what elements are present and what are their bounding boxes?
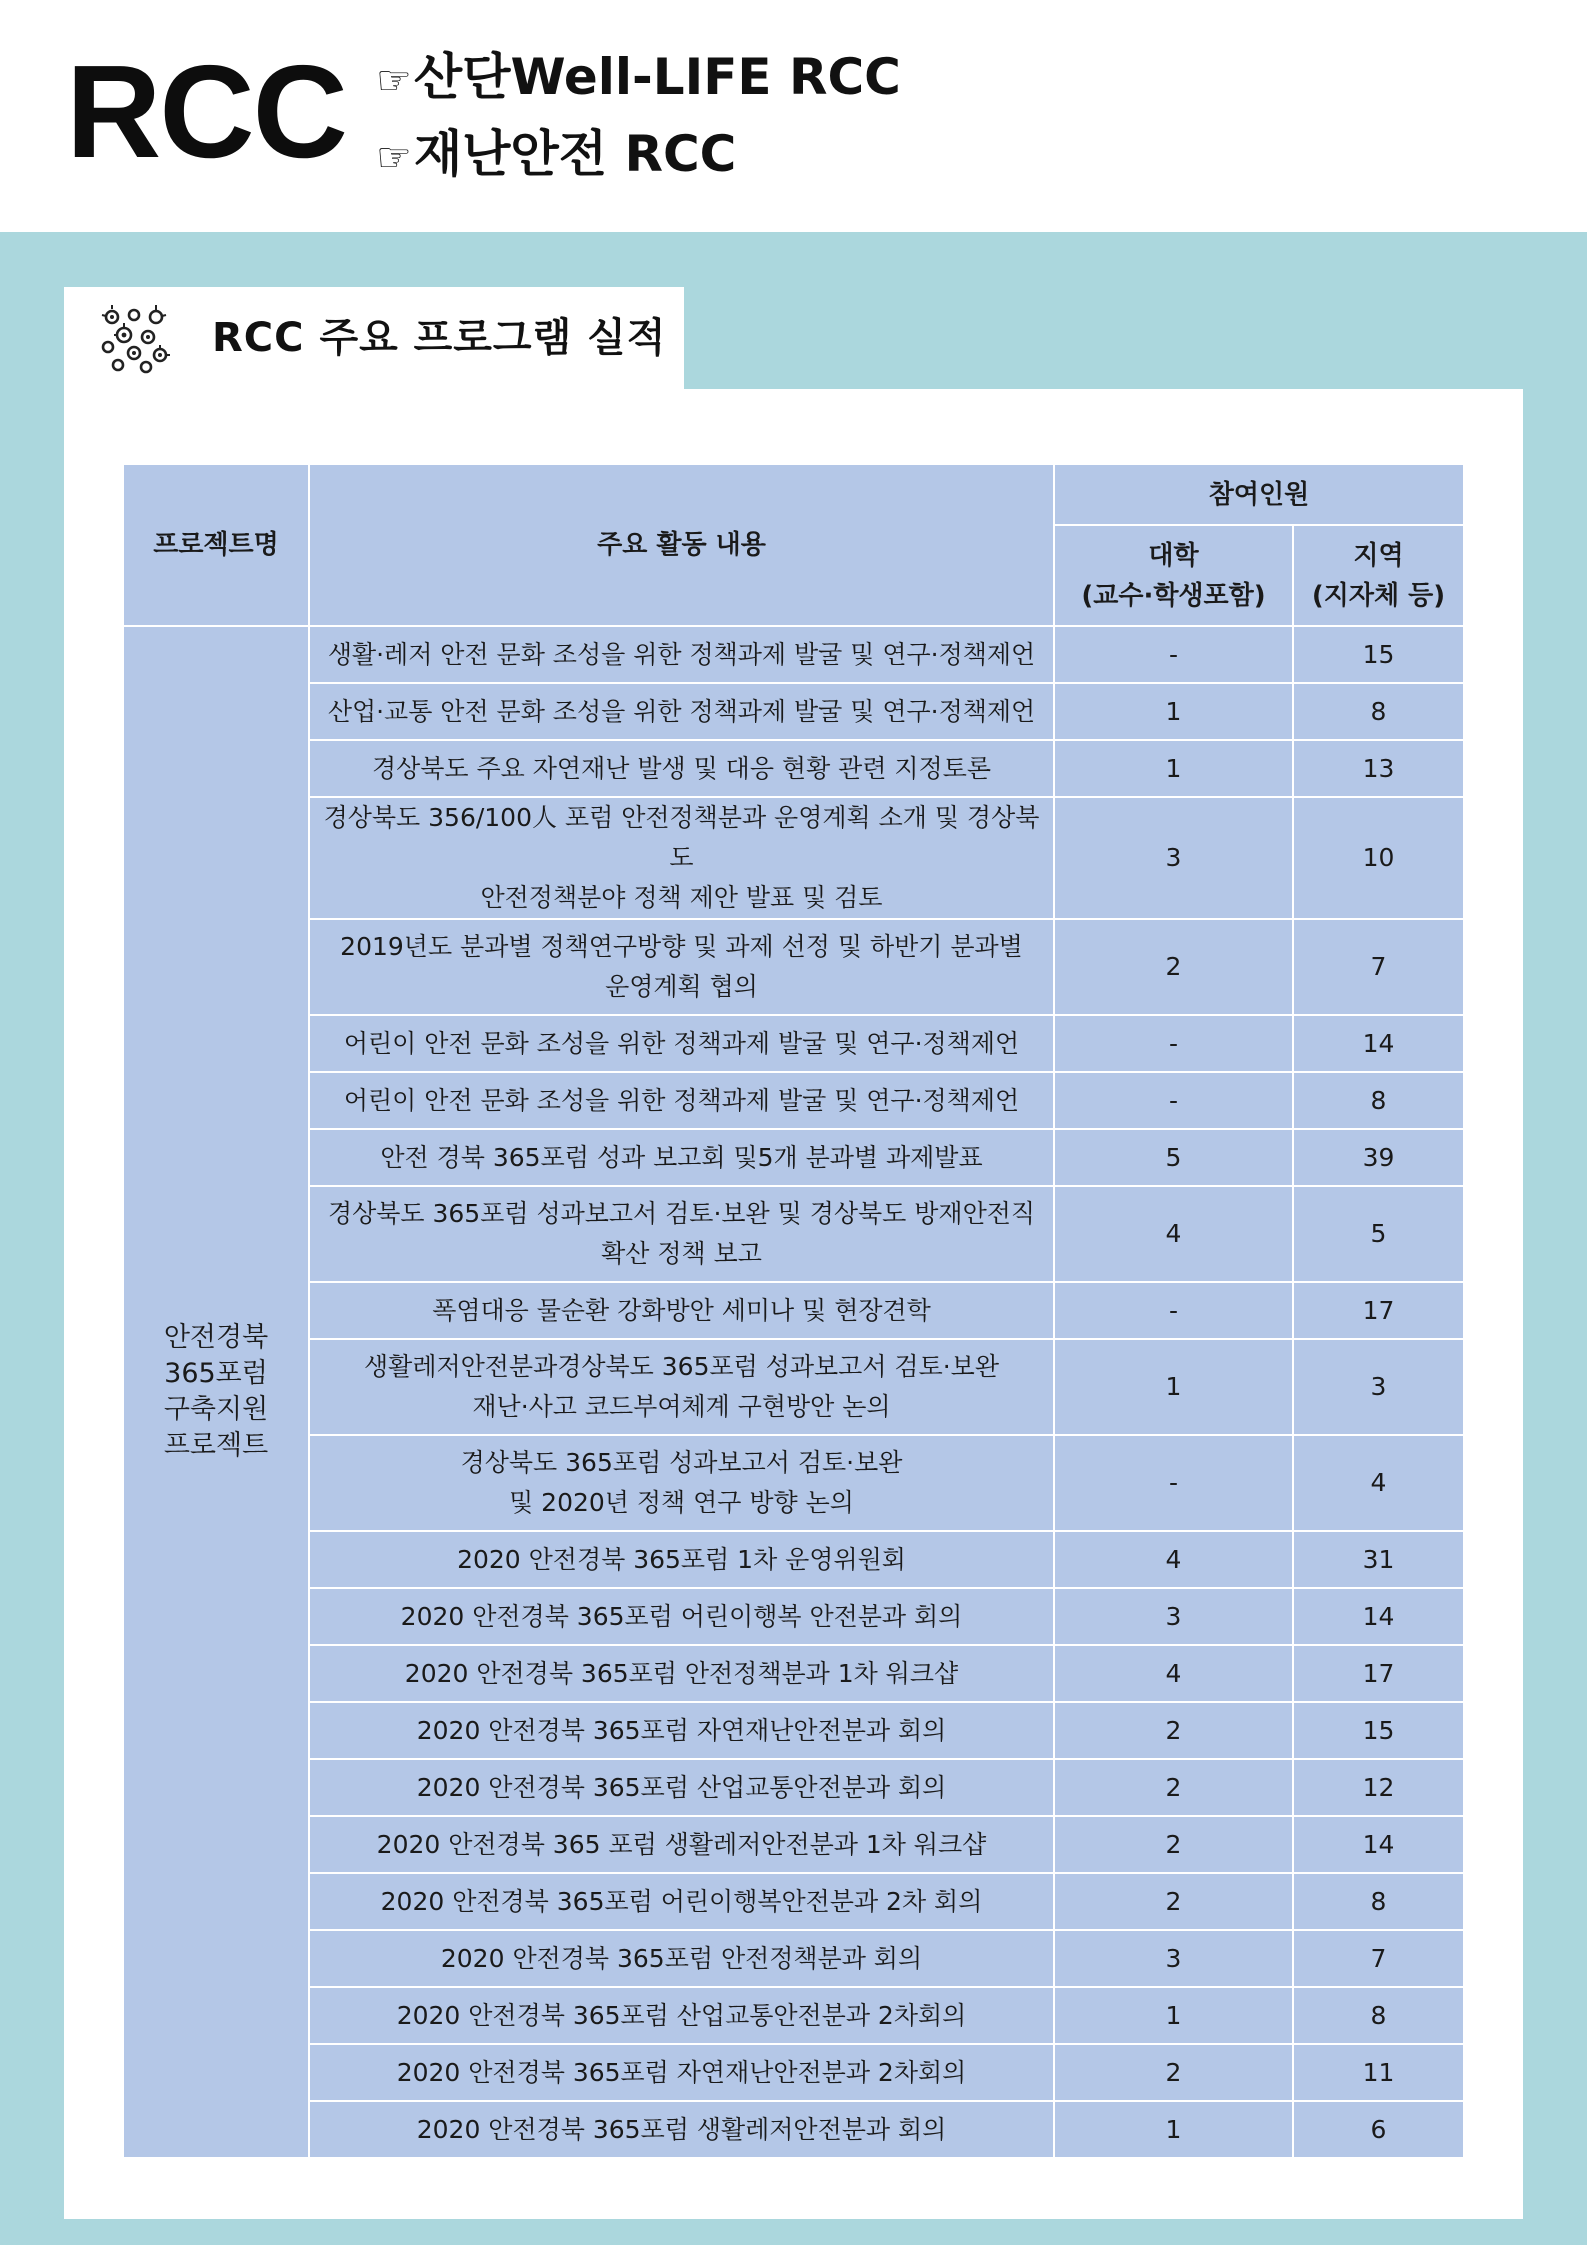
- activity-cell: 경상북도 356/100人 포럼 안전정책분과 운영계획 소개 및 경상북도 안전정책분야 정책 제안 발표 및 검토: [309, 797, 1054, 919]
- table-row: [123, 1702, 1464, 1759]
- activity-cell: 경상북도 주요 자연재난 발생 및 대응 현황 관련 지정토론: [309, 740, 1054, 797]
- subtitle-sandan: [376, 45, 901, 113]
- region-count-cell: 3: [1293, 1339, 1464, 1435]
- virus-cells-icon: [94, 301, 176, 377]
- table-row: [123, 1015, 1464, 1072]
- region-count-cell: 39: [1293, 1129, 1464, 1186]
- activity-cell: 2020 안전경북 365포럼 어린이행복 안전분과 회의: [309, 1588, 1054, 1645]
- region-count-cell: 12: [1293, 1759, 1464, 1816]
- page-header: [0, 0, 1587, 232]
- region-count-cell: 7: [1293, 919, 1464, 1015]
- table-row: [123, 1072, 1464, 1129]
- university-count-cell: 3: [1054, 1930, 1293, 1987]
- region-count-cell: 17: [1293, 1645, 1464, 1702]
- header-activity: 주요 활동 내용: [309, 464, 1054, 626]
- university-count-cell: -: [1054, 1435, 1293, 1531]
- region-count-cell: 8: [1293, 683, 1464, 740]
- table-row: [123, 740, 1464, 797]
- activity-cell: 생활레저안전분과경상북도 365포럼 성과보고서 검토·보완 재난·사고 코드부여체계 구현방안 논의: [309, 1339, 1054, 1435]
- program-results-table: [122, 463, 1465, 2159]
- table-row: [123, 797, 1464, 919]
- university-count-cell: 1: [1054, 740, 1293, 797]
- header-university: 대학 (교수·학생포함): [1054, 525, 1293, 626]
- region-count-cell: 31: [1293, 1531, 1464, 1588]
- university-count-cell: 1: [1054, 2101, 1293, 2158]
- activity-cell: 산업·교통 안전 문화 조성을 위한 정책과제 발굴 및 연구·정책제언: [309, 683, 1054, 740]
- region-count-cell: 8: [1293, 1873, 1464, 1930]
- university-count-cell: 2: [1054, 1873, 1293, 1930]
- section-tab: [64, 287, 684, 389]
- table-row: [123, 1873, 1464, 1930]
- region-count-cell: 8: [1293, 1072, 1464, 1129]
- activity-cell: 2020 안전경북 365포럼 안전정책분과 1차 워크샵: [309, 1645, 1054, 1702]
- activity-cell: 2019년도 분과별 정책연구방향 및 과제 선정 및 하반기 분과별 운영계획 협의: [309, 919, 1054, 1015]
- university-count-cell: 1: [1054, 1339, 1293, 1435]
- pointing-hand-icon: ☞: [376, 135, 412, 181]
- table-row: [123, 919, 1464, 1015]
- university-count-cell: 2: [1054, 1702, 1293, 1759]
- activity-cell: 안전 경북 365포럼 성과 보고회 및5개 분과별 과제발표: [309, 1129, 1054, 1186]
- table-row: [123, 1987, 1464, 2044]
- region-count-cell: 15: [1293, 626, 1464, 683]
- subtitle-disaster-text: 재난안전 RCC: [413, 125, 737, 183]
- table-row: [123, 1588, 1464, 1645]
- university-count-cell: 3: [1054, 1588, 1293, 1645]
- table-row: [123, 2101, 1464, 2158]
- table-row: [123, 1816, 1464, 1873]
- table-row: [123, 1339, 1464, 1435]
- header-region: 지역 (지자체 등): [1293, 525, 1464, 626]
- university-count-cell: -: [1054, 1282, 1293, 1339]
- activity-cell: 2020 안전경북 365포럼 산업교통안전분과 2차회의: [309, 1987, 1054, 2044]
- table-row: [123, 1531, 1464, 1588]
- subtitle-disaster: [376, 122, 736, 190]
- activity-cell: 2020 안전경북 365포럼 어린이행복안전분과 2차 회의: [309, 1873, 1054, 1930]
- region-count-cell: 14: [1293, 1588, 1464, 1645]
- rcc-logo-text: RCC: [66, 38, 346, 185]
- activity-cell: 경상북도 365포럼 성과보고서 검토·보완 및 2020년 정책 연구 방향 논의: [309, 1435, 1054, 1531]
- region-count-cell: 14: [1293, 1816, 1464, 1873]
- table-row: [123, 1930, 1464, 1987]
- region-count-cell: 4: [1293, 1435, 1464, 1531]
- university-count-cell: 2: [1054, 919, 1293, 1015]
- table-row: [123, 626, 1464, 683]
- activity-cell: 2020 안전경북 365 포럼 생활레저안전분과 1차 워크샵: [309, 1816, 1054, 1873]
- subtitle-sandan-text: 산단Well-LIFE RCC: [413, 48, 901, 106]
- region-count-cell: 10: [1293, 797, 1464, 919]
- activity-cell: 생활·레저 안전 문화 조성을 위한 정책과제 발굴 및 연구·정책제언: [309, 626, 1054, 683]
- activity-cell: 2020 안전경북 365포럼 산업교통안전분과 회의: [309, 1759, 1054, 1816]
- table-row: [123, 1645, 1464, 1702]
- university-count-cell: 4: [1054, 1531, 1293, 1588]
- university-count-cell: 4: [1054, 1645, 1293, 1702]
- activity-cell: 2020 안전경북 365포럼 자연재난안전분과 2차회의: [309, 2044, 1054, 2101]
- table-row: [123, 1759, 1464, 1816]
- university-count-cell: 1: [1054, 683, 1293, 740]
- table-row: [123, 1186, 1464, 1282]
- university-count-cell: 5: [1054, 1129, 1293, 1186]
- region-count-cell: 6: [1293, 2101, 1464, 2158]
- university-count-cell: -: [1054, 626, 1293, 683]
- activity-cell: 어린이 안전 문화 조성을 위한 정책과제 발굴 및 연구·정책제언: [309, 1015, 1054, 1072]
- table-row: [123, 1282, 1464, 1339]
- university-count-cell: 4: [1054, 1186, 1293, 1282]
- region-count-cell: 14: [1293, 1015, 1464, 1072]
- table-row: [123, 2044, 1464, 2101]
- university-count-cell: 1: [1054, 1987, 1293, 2044]
- university-count-cell: 2: [1054, 1816, 1293, 1873]
- table-row: [123, 1129, 1464, 1186]
- project-name-cell: 안전경북 365포럼 구축지원 프로젝트: [123, 626, 309, 2158]
- activity-cell: 2020 안전경북 365포럼 생활레저안전분과 회의: [309, 2101, 1054, 2158]
- activity-cell: 2020 안전경북 365포럼 1차 운영위원회: [309, 1531, 1054, 1588]
- activity-cell: 2020 안전경북 365포럼 자연재난안전분과 회의: [309, 1702, 1054, 1759]
- university-count-cell: 2: [1054, 1759, 1293, 1816]
- header-participants: 참여인원: [1054, 464, 1464, 525]
- activity-cell: 경상북도 365포럼 성과보고서 검토·보완 및 경상북도 방재안전직 확산 정책 보고: [309, 1186, 1054, 1282]
- university-count-cell: -: [1054, 1015, 1293, 1072]
- header-project: 프로젝트명: [123, 464, 309, 626]
- pointing-hand-icon: ☞: [376, 58, 412, 104]
- region-count-cell: 15: [1293, 1702, 1464, 1759]
- table-row: [123, 1435, 1464, 1531]
- activity-cell: 폭염대응 물순환 강화방안 세미나 및 현장견학: [309, 1282, 1054, 1339]
- region-count-cell: 11: [1293, 2044, 1464, 2101]
- region-count-cell: 8: [1293, 1987, 1464, 2044]
- activity-cell: 어린이 안전 문화 조성을 위한 정책과제 발굴 및 연구·정책제언: [309, 1072, 1054, 1129]
- university-count-cell: -: [1054, 1072, 1293, 1129]
- section-title: RCC 주요 프로그램 실적: [212, 315, 667, 361]
- region-count-cell: 7: [1293, 1930, 1464, 1987]
- region-count-cell: 5: [1293, 1186, 1464, 1282]
- university-count-cell: 3: [1054, 797, 1293, 919]
- university-count-cell: 2: [1054, 2044, 1293, 2101]
- region-count-cell: 13: [1293, 740, 1464, 797]
- table-row: [123, 683, 1464, 740]
- region-count-cell: 17: [1293, 1282, 1464, 1339]
- activity-cell: 2020 안전경북 365포럼 안전정책분과 회의: [309, 1930, 1054, 1987]
